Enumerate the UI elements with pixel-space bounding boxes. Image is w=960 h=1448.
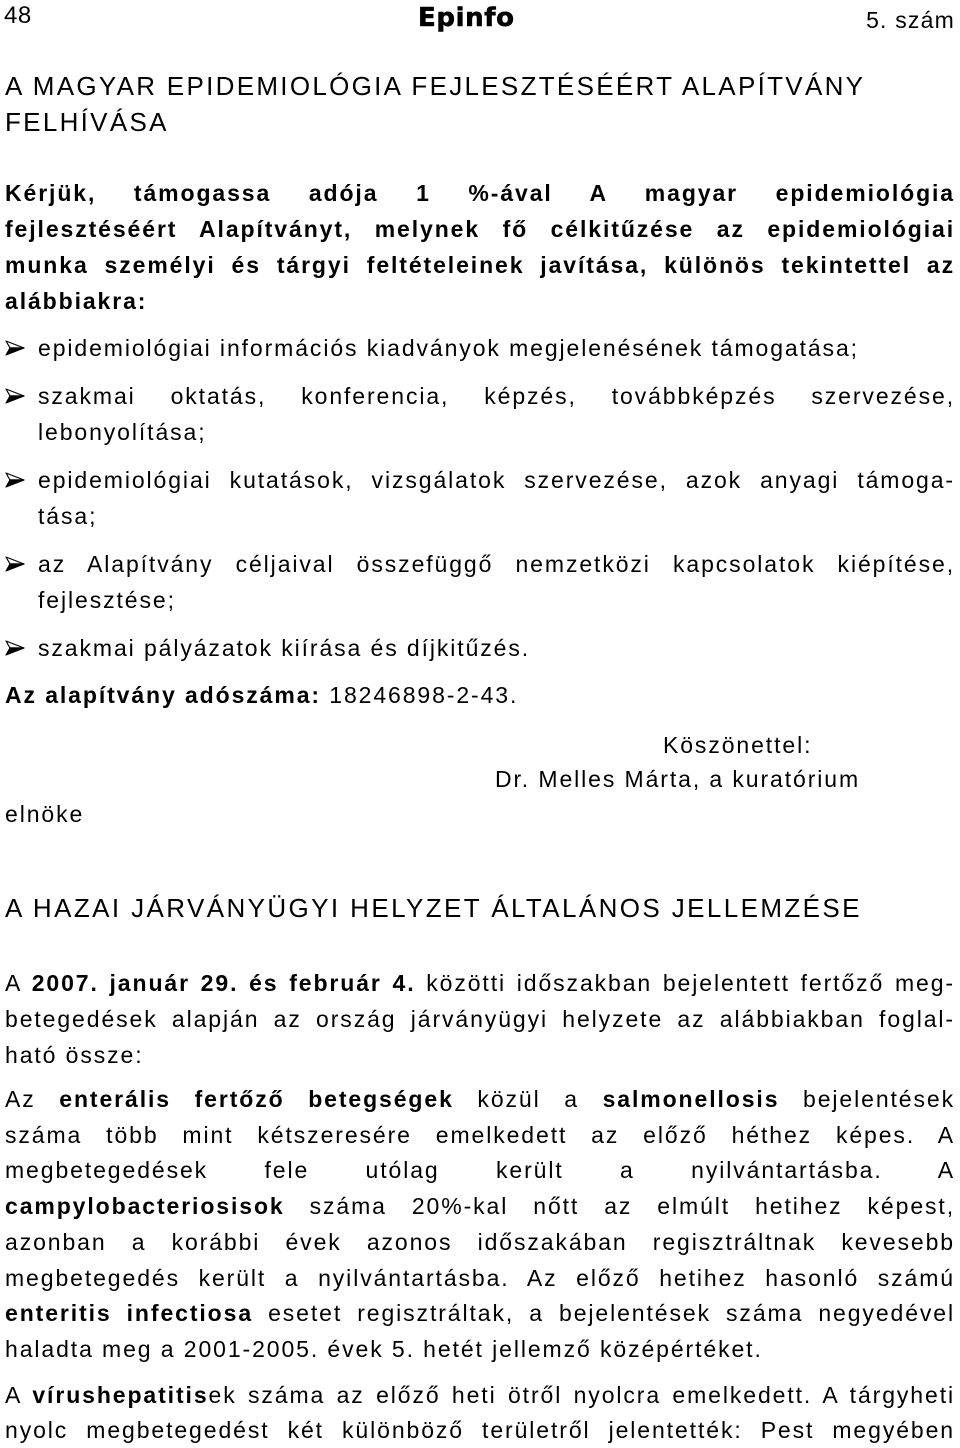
goal-list-item-text [38, 630, 955, 666]
text-segment: A [5, 970, 32, 996]
signature-line-continued: elnöke [5, 801, 85, 827]
text-line [5, 965, 955, 1001]
closing-thanks: Köszönettel: [663, 732, 813, 758]
text-line [5, 1378, 955, 1413]
page-number: 48 [4, 2, 32, 29]
text-segment: nyolc megbetegedést két különböző területről jelentették: Pest megyében [5, 1417, 955, 1443]
goal-list-item-text [38, 462, 955, 534]
arrowhead-bullet-icon-graphic [5, 556, 25, 572]
section-heading: A HAZAI JÁRVÁNYÜGYI HELYZET ÁLTALÁNOS JELLEMZÉSE [5, 893, 862, 923]
emphasized-text: 2007. január 29. és február 4. [31, 970, 416, 996]
text-line: fejlesztése; [38, 587, 176, 613]
tax-id-line [5, 677, 518, 713]
paragraph-viral-hepatitis [5, 1378, 955, 1448]
text-line [5, 1332, 955, 1368]
arrowhead-bullet-icon-graphic [5, 340, 25, 356]
goal-list-item-text [38, 330, 955, 366]
goal-list-item-text [38, 546, 955, 618]
text-segment: Az [5, 1086, 60, 1112]
paragraph-reporting-period [5, 965, 955, 1073]
emphasized-text: enteritis infectiosa [5, 1300, 254, 1327]
text-line: Kérjük, támogassa adója 1 %-ával A magyar epidemiológia [5, 180, 955, 206]
text-segment: megbetegedések fele utólag került a nyilvántartásba. A [5, 1157, 955, 1184]
text-line: szakmai oktatás, konferencia, képzés, továbbképzés szervezése, [38, 383, 955, 409]
text-line [5, 1413, 955, 1448]
goal-list-item [5, 378, 955, 450]
text-segment: ható össze: [5, 1042, 144, 1068]
text-line: fejlesztéséért Alapítványt, melynek fő célkitűzése az epidemiológiai [5, 216, 955, 242]
arrowhead-bullet-icon [5, 472, 25, 488]
journal-logo: Epinfo [418, 3, 515, 33]
emphasized-text: vírushepatitis [32, 1382, 209, 1408]
text-line [5, 1189, 955, 1225]
text-segment: A [5, 1382, 33, 1408]
text-line [5, 1296, 955, 1332]
tax-id-label: Az alapítvány adószáma: [5, 682, 321, 708]
goal-list-item-text [38, 378, 955, 450]
emphasized-text: enterális fertőző betegségek [59, 1086, 454, 1112]
emphasized-text: campylobacteriosisok [5, 1193, 285, 1220]
text-line [5, 1001, 955, 1037]
text-segment: ek száma az előző heti ötről nyolcra emelkedett. A tárgyheti [208, 1382, 955, 1408]
text-segment: azonban a korábbi évek azonos időszakában regisztráltnak kevesebb [5, 1228, 955, 1255]
text-line [5, 1082, 955, 1118]
text-segment: bejelentések [779, 1086, 955, 1112]
text-segment: haladta meg a 2001-2005. évek 5. hetét jellemző középértéket. [5, 1335, 763, 1362]
goal-list-item [5, 330, 955, 366]
arrowhead-bullet-icon [5, 556, 25, 572]
text-line [5, 1118, 955, 1154]
appeal-title [5, 68, 955, 140]
arrowhead-bullet-icon-graphic [5, 640, 25, 656]
text-segment: közötti időszakban bejelentett fertőző meg- [415, 970, 955, 996]
goal-list-item [5, 546, 955, 618]
signature-line: Dr. Melles Márta, a kuratórium [495, 766, 861, 792]
arrowhead-bullet-icon [5, 640, 25, 656]
text-segment: betegedések alapján az ország járványügyi helyzete az alábbiakban foglal- [5, 1006, 955, 1032]
text-line: szakmai pályázatok kiírása és díjkitűzés. [38, 635, 531, 661]
text-line: lebonyolítása; [38, 419, 207, 445]
text-segment: közül a [453, 1086, 603, 1112]
text-line [5, 1153, 955, 1189]
issue-number: 5. szám [866, 7, 955, 33]
text-segment: száma több mint kétszeresére emelkedett az előző héthez képes. A [5, 1121, 955, 1148]
paragraph-enteric-diseases [5, 1082, 955, 1368]
text-segment: esetet regisztráltak, a bejelentések száma negyedével [253, 1300, 955, 1327]
goal-list-item [5, 630, 955, 666]
text-line [5, 1261, 955, 1297]
text-line: munka személyi és tárgyi feltételeinek javítása, különös tekintettel az [5, 252, 955, 278]
text-line: tása; [38, 503, 98, 529]
arrowhead-bullet-icon-graphic [5, 388, 25, 404]
text-line: epidemiológiai információs kiadványok megjelenésének támogatása; [38, 335, 859, 361]
text-line [5, 1225, 955, 1261]
appeal-intro-paragraph [5, 175, 955, 319]
arrowhead-bullet-icon [5, 388, 25, 404]
tax-id-value: 18246898-2-43. [329, 682, 519, 708]
text-line: FELHÍVÁSA [5, 107, 169, 137]
goal-list-item [5, 462, 955, 534]
arrowhead-bullet-icon [5, 340, 25, 356]
text-line: epidemiológiai kutatások, vizsgálatok szervezése, azok anyagi támoga- [38, 467, 955, 493]
text-segment: száma 20%-kal nőtt az elmúlt hetihez képest, [284, 1193, 955, 1220]
goal-list [5, 330, 955, 666]
text-line: A MAGYAR EPIDEMIOLÓGIA FEJLESZTÉSÉÉRT ALAPÍTVÁNY [5, 71, 866, 101]
arrowhead-bullet-icon-graphic [5, 472, 25, 488]
text-line: az Alapítvány céljaival összefüggő nemzetközi kapcsolatok kiépítése, [38, 551, 955, 577]
text-segment: megbetegedés került a nyilvántartásba. Az előző hetihez hasonló számú [5, 1264, 955, 1291]
text-line [5, 1037, 955, 1073]
text-line: alábbiakra: [5, 288, 148, 314]
emphasized-text: salmonellosis [602, 1086, 780, 1112]
